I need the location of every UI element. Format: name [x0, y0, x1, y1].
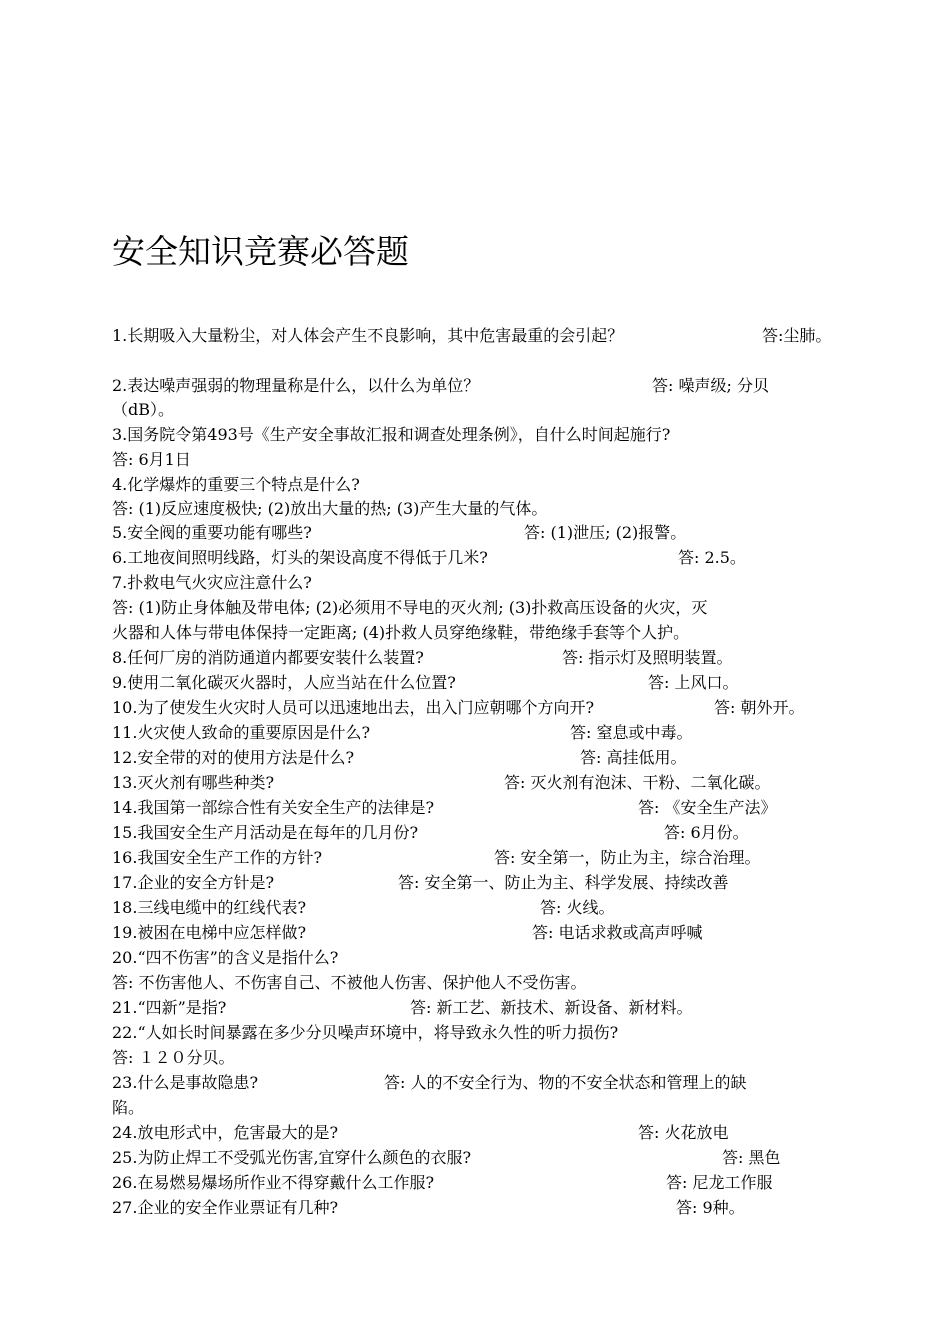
question-text: 13.灭火剂有哪些种类?	[112, 773, 275, 792]
question-text: 23.什么是事故隐患?	[112, 1073, 259, 1092]
answer-text: 答: 新工艺、新技术、新设备、新材料。	[410, 998, 693, 1017]
question-19	[112, 921, 703, 945]
question-text: 10.为了使发生火灾时人员可以迅速地出去，出入门应朝哪个方向开?	[112, 698, 595, 717]
question-text: 16.我国安全生产工作的方针?	[112, 848, 323, 867]
answer-4: 答: (1)反应速度极快; (2)放出大量的热; (3)产生大量的气体。	[112, 499, 548, 518]
answer-20: 答: 不伤害他人、不伤害自己、不被他人伤害、保护他人不受伤害。	[112, 973, 587, 992]
answer-22: 答: １２０分贝。	[112, 1048, 235, 1067]
question-14	[112, 796, 777, 820]
question-text: 21.“四新”是指?	[112, 998, 227, 1017]
answer-text: 答: 安全第一、防止为主、科学发展、持续改善	[398, 873, 729, 892]
question-text: 27.企业的安全作业票证有几种?	[112, 1198, 339, 1217]
question-17	[112, 871, 729, 895]
question-11	[112, 721, 693, 745]
question-text: 11.火灾使人致命的重要原因是什么?	[112, 723, 371, 742]
answer-text: 答: (1)泄压; (2)报警。	[524, 523, 687, 542]
answer-2-cont: （dB）。	[112, 400, 175, 419]
question-5	[112, 521, 687, 545]
answer-7-cont: 火器和人体与带电体保持一定距离; (4)扑救人员穿绝缘鞋，带绝缘手套等个人护。	[112, 623, 690, 642]
answer-text: 答: 上风口。	[648, 673, 739, 692]
question-15	[112, 821, 749, 845]
question-20: 20.“四不伤害”的含义是指什么?	[112, 948, 339, 967]
question-1	[112, 324, 832, 348]
question-25	[112, 1146, 781, 1170]
answer-text: 答: 尼龙工作服	[666, 1173, 773, 1192]
answer-text: 答: 窒息或中毒。	[570, 723, 693, 742]
answer-text: 答: 朝外开。	[714, 698, 805, 717]
answer-text: 答: 火花放电	[638, 1123, 729, 1142]
answer-text: 答: 高挂低用。	[580, 748, 687, 767]
answer-23-cont: 陷。	[112, 1098, 145, 1117]
answer-7: 答: (1)防止身体触及带电体; (2)必须用不导电的灭火剂; (3)扑救高压设备的火灾，灭	[112, 598, 708, 617]
question-26	[112, 1171, 773, 1195]
answer-text: 答: 人的不安全行为、物的不安全状态和管理上的缺	[384, 1073, 747, 1092]
question-27	[112, 1196, 745, 1220]
question-9	[112, 671, 739, 695]
answer-text: 答: 噪声级; 分贝	[652, 376, 769, 395]
question-text: 14.我国第一部综合性有关安全生产的法律是?	[112, 798, 435, 817]
question-text: 12.安全带的对的使用方法是什么?	[112, 748, 355, 767]
question-text: 2.表达噪声强弱的物理量称是什么，以什么为单位？	[112, 376, 480, 395]
answer-text: 答: 火线。	[540, 898, 615, 917]
question-16	[112, 846, 761, 870]
question-12	[112, 746, 687, 770]
question-text: 1.长期吸入大量粉尘，对人体会产生不良影响，其中危害最重的会引起？	[112, 326, 624, 345]
answer-text: 答: 安全第一，防止为主，综合治理。	[494, 848, 761, 867]
question-2	[112, 374, 769, 398]
question-13	[112, 771, 771, 795]
answer-text: 答: 黑色	[722, 1148, 781, 1167]
question-text: 5.安全阀的重要功能有哪些?	[112, 523, 312, 542]
question-text: 17.企业的安全方针是?	[112, 873, 275, 892]
page-title: 安全知识竞赛必答题	[112, 232, 409, 271]
question-text: 25.为防止焊工不受弧光伤害,宜穿什么颜色的衣服?	[112, 1148, 472, 1167]
question-24	[112, 1121, 729, 1145]
answer-text: 答: 《安全生产法》	[638, 798, 777, 817]
question-8	[112, 646, 733, 670]
question-18	[112, 896, 615, 920]
question-7: 7.扑救电气火灾应注意什么?	[112, 573, 312, 592]
question-4: 4.化学爆炸的重要三个特点是什么?	[112, 475, 360, 494]
question-text: 8.任何厂房的消防通道内都要安装什么装置?	[112, 648, 424, 667]
question-text: 6.工地夜间照明线路，灯头的架设高度不得低于几米?	[112, 548, 488, 567]
answer-text: 答: 6月份。	[664, 823, 749, 842]
answer-text: 答: 灭火剂有泡沫、干粉、二氧化碳。	[504, 773, 771, 792]
answer-3: 答: 6月1日	[112, 450, 191, 469]
question-10	[112, 696, 805, 720]
question-23	[112, 1071, 747, 1095]
question-text: 9.使用二氧化碳灭火器时，人应当站在什么位置?	[112, 673, 456, 692]
answer-text: 答: 2.5。	[678, 548, 746, 567]
question-text: 26.在易燃易爆场所作业不得穿戴什么工作服?	[112, 1173, 435, 1192]
question-6	[112, 546, 746, 570]
question-text: 19.被困在电梯中应怎样做?	[112, 923, 307, 942]
question-text: 15.我国安全生产月活动是在每年的几月份?	[112, 823, 419, 842]
question-22: 22.“人如长时间暴露在多少分贝噪声环境中，将导致永久性的听力损伤?	[112, 1023, 619, 1042]
question-21	[112, 996, 693, 1020]
question-text: 18.三线电缆中的红线代表?	[112, 898, 307, 917]
question-3: 3.国务院令第493号《生产安全事故汇报和调查处理条例》，自什么时间起施行?	[112, 425, 671, 444]
answer-text: 答: 指示灯及照明装置。	[562, 648, 733, 667]
answer-text: 答: 9种。	[676, 1198, 745, 1217]
answer-text: 答: 电话求救或高声呼喊	[532, 923, 703, 942]
answer-text: 答:尘肺。	[762, 326, 832, 345]
question-text: 24.放电形式中，危害最大的是?	[112, 1123, 339, 1142]
